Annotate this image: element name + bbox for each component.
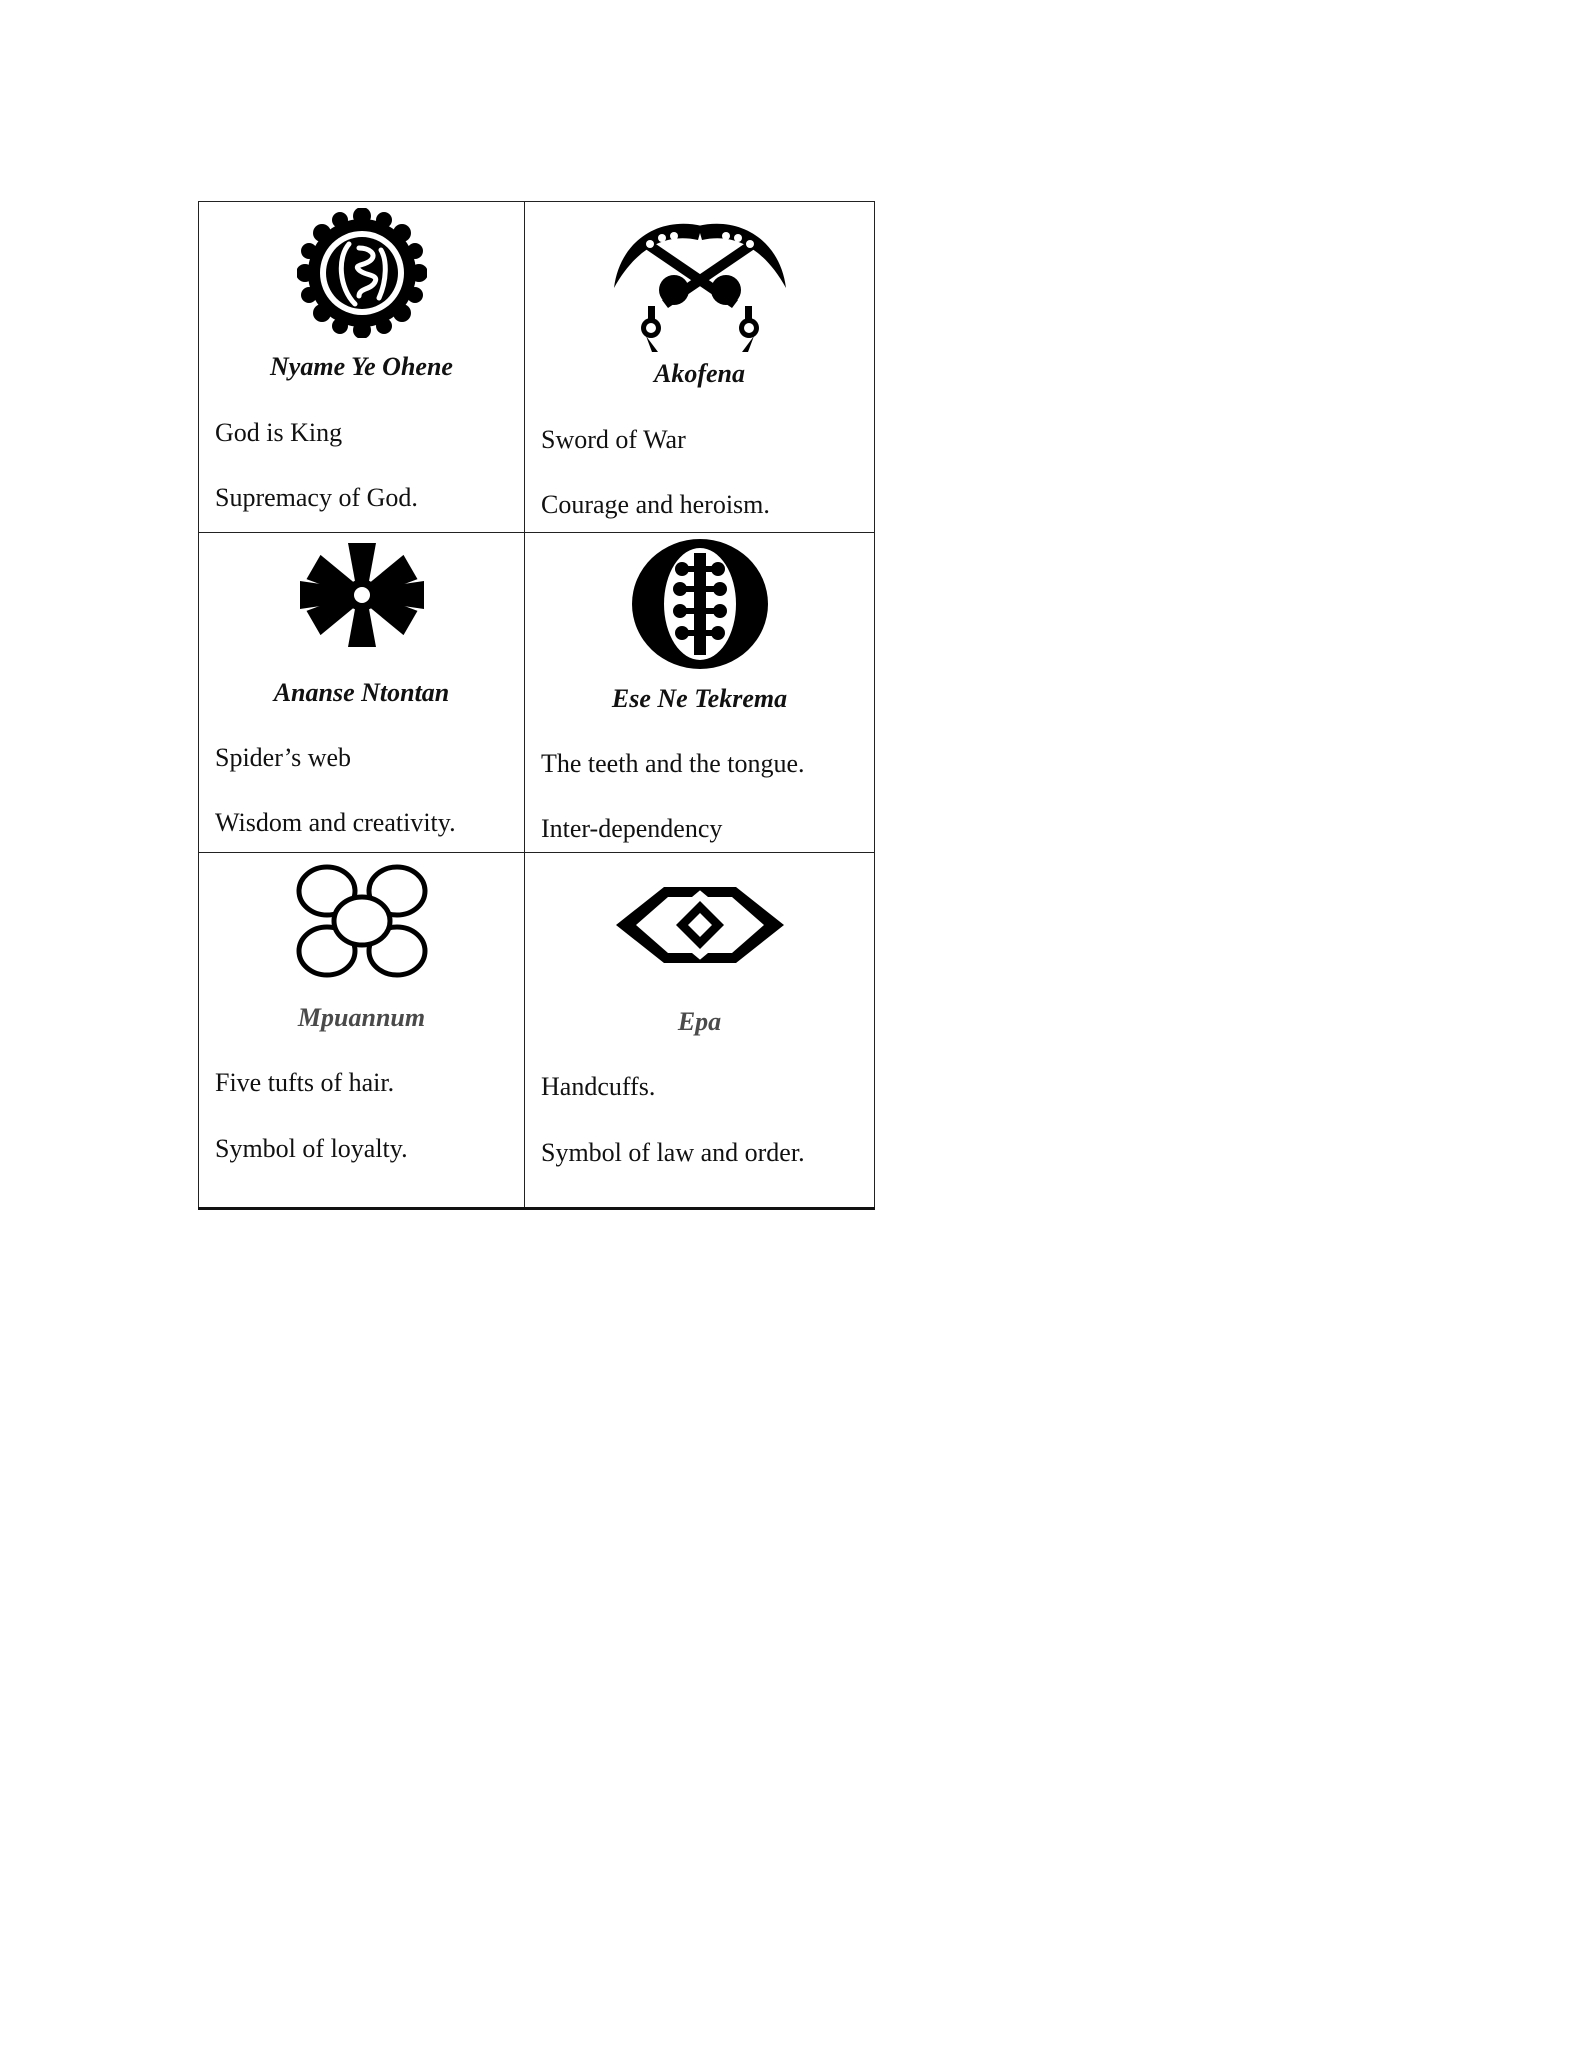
symbol-description: Symbol of loyalty. xyxy=(215,1134,408,1163)
symbol-name: Ananse Ntontan xyxy=(273,678,450,707)
symbol-cell-nyame-ye-ohene xyxy=(199,202,525,533)
symbol-meaning: God is King xyxy=(215,418,343,447)
symbol-description: Symbol of law and order. xyxy=(541,1138,805,1167)
symbol-description: Wisdom and creativity. xyxy=(215,808,456,837)
symbol-cell-mpuannum xyxy=(199,853,525,1209)
symbol-name: Akofena xyxy=(654,359,745,388)
table-row xyxy=(199,853,875,1209)
symbol-description: Supremacy of God. xyxy=(215,483,418,512)
adinkra-symbol-table xyxy=(198,201,875,1210)
symbol-name: Mpuannum xyxy=(297,1003,426,1032)
symbol-name: Ese Ne Tekrema xyxy=(611,684,788,713)
symbol-cell-epa xyxy=(525,853,875,1209)
symbol-meaning: Sword of War xyxy=(541,425,686,454)
symbol-meaning: Handcuffs. xyxy=(541,1072,656,1101)
symbol-meaning: Spider’s web xyxy=(215,743,352,772)
table-row xyxy=(199,533,875,853)
symbol-cell-akofena xyxy=(525,202,875,533)
symbol-description: Courage and heroism. xyxy=(541,490,770,519)
symbol-cell-ese-ne-tekrema xyxy=(525,533,875,853)
symbol-meaning: The teeth and the tongue. xyxy=(541,749,805,778)
ananse-ntontan-icon xyxy=(292,539,432,651)
symbol-description: Inter-dependency xyxy=(541,814,723,843)
mpuannum-icon xyxy=(291,859,433,981)
symbol-cell-ananse-ntontan xyxy=(199,533,525,853)
symbol-name: Epa xyxy=(677,1007,722,1036)
symbol-name: Nyame Ye Ohene xyxy=(270,352,453,381)
nyame-ye-ohene-icon xyxy=(297,208,427,338)
symbol-meaning: Five tufts of hair. xyxy=(215,1068,395,1097)
ese-ne-tekrema-icon xyxy=(630,537,770,671)
table-row xyxy=(199,202,875,533)
akofena-icon xyxy=(610,210,790,352)
epa-icon xyxy=(612,883,788,967)
